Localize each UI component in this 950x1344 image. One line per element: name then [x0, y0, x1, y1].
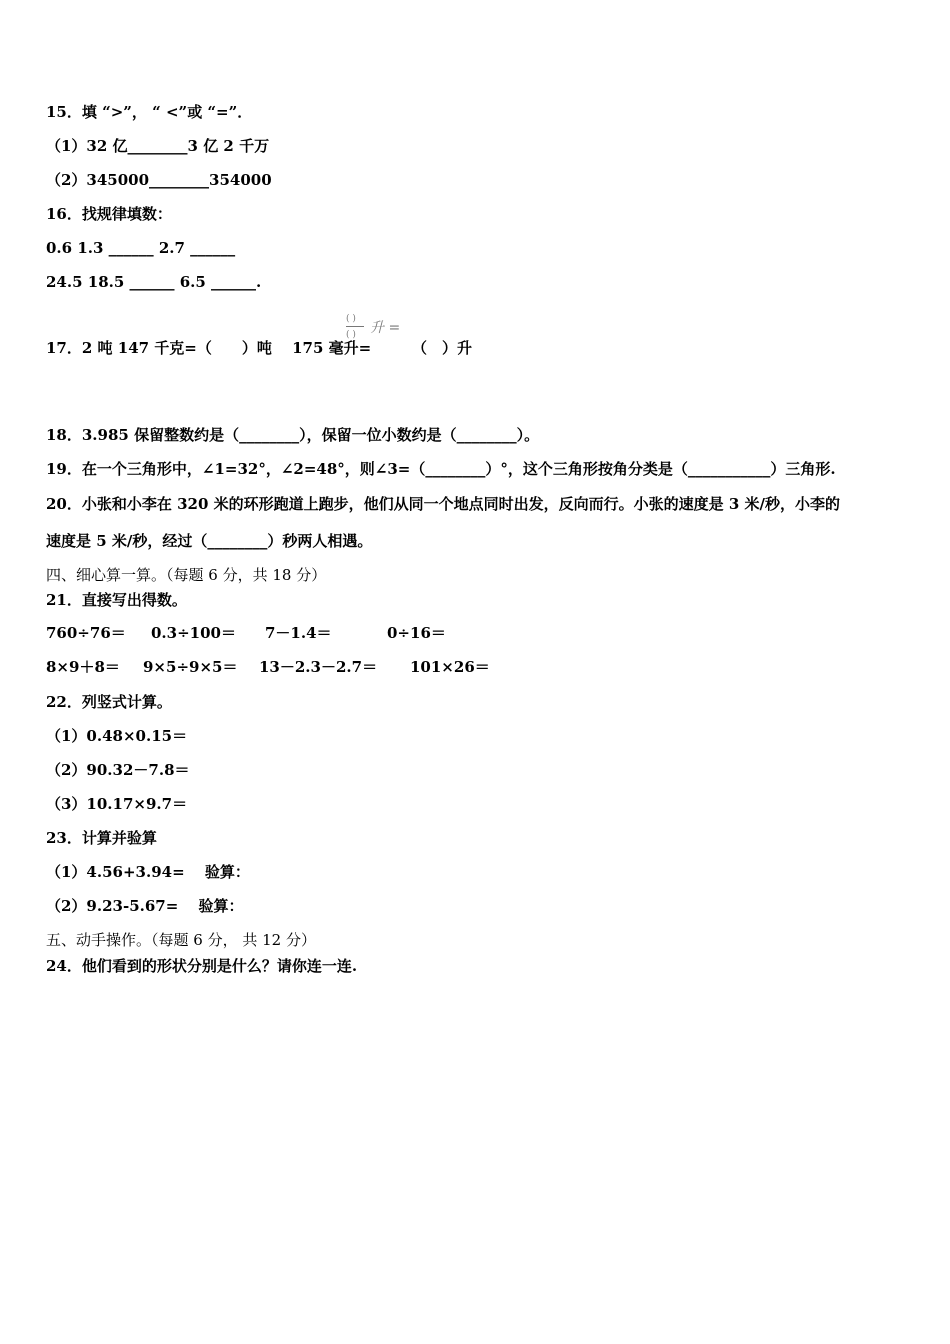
q22-item-3: （3）10.17×9.7＝: [46, 795, 188, 813]
q19: 19．在一个三角形中，∠1=32°，∠2=48°，则∠3=（________）°，这个三角形按角分类是（___________）三角形.: [46, 460, 836, 478]
q17-tail: （ ）升: [412, 339, 473, 357]
q21-title: 21．直接写出得数。: [46, 591, 187, 609]
q17-fraction-image: [344, 314, 408, 344]
q21-r2-c2: 9×5÷9×5＝: [143, 658, 238, 676]
q16-row1: 0.6 1.3 ______ 2.7 ______: [46, 239, 236, 257]
q17-frac-unit: 升 =: [370, 320, 401, 336]
q21-r2-c3: 13－2.3－2.7＝: [259, 658, 378, 676]
q20-line1: 20．小张和小李在 320 米的环形跑道上跑步，他们从同一个地点同时出发，反向而行。小张的速度是 3 米/秒，小李的: [46, 495, 840, 513]
q21-r1-c3: 7－1.4＝: [265, 624, 332, 642]
q20-line2: 速度是 5 米/秒，经过（________）秒两人相遇。: [46, 532, 373, 550]
q17-frac-denominator: ( ): [346, 330, 356, 340]
q17-frac-numerator: ( ): [346, 314, 356, 324]
q23-title: 23．计算并验算: [46, 829, 157, 847]
q17-frac-bar: [346, 326, 364, 327]
q16-row2: 24.5 18.5 ______ 6.5 ______.: [46, 273, 262, 291]
q21-r1-c4: 0÷16＝: [387, 624, 446, 642]
section4-heading: 四、细心算一算。（每题 6 分，共 18 分）: [46, 566, 327, 584]
q22-title: 22．列竖式计算。: [46, 693, 172, 711]
q21-r2-c4: 101×26＝: [410, 658, 490, 676]
q21-r1-c2: 0.3÷100＝: [151, 624, 236, 642]
q18: 18．3.985 保留整数约是（________），保留一位小数约是（________）。: [46, 426, 540, 444]
q15-part2: （2）345000________354000: [46, 171, 272, 189]
q23-item-2: （2）9.23-5.67= 验算：: [46, 897, 244, 915]
q24: 24．他们看到的形状分别是什么？请你连一连.: [46, 957, 358, 975]
q15-part1: （1）32 亿________3 亿 2 千万: [46, 137, 270, 155]
q23-item-1: （1）4.56+3.94= 验算：: [46, 863, 250, 881]
q22-item-2: （2）90.32－7.8＝: [46, 761, 190, 779]
q17-main: 17．2 吨 147 千克=（ ）吨 175 毫升=: [46, 339, 372, 357]
q21-r2-c1: 8×9＋8＝: [46, 658, 120, 676]
q15-title: 15．填 “>”， “ <”或 “=”．: [46, 103, 253, 121]
q16-title: 16．找规律填数：: [46, 205, 172, 223]
q22-item-1: （1）0.48×0.15＝: [46, 727, 188, 745]
q21-r1-c1: 760÷76＝: [46, 624, 126, 642]
section5-heading: 五、动手操作。（每题 6 分， 共 12 分）: [46, 931, 316, 949]
